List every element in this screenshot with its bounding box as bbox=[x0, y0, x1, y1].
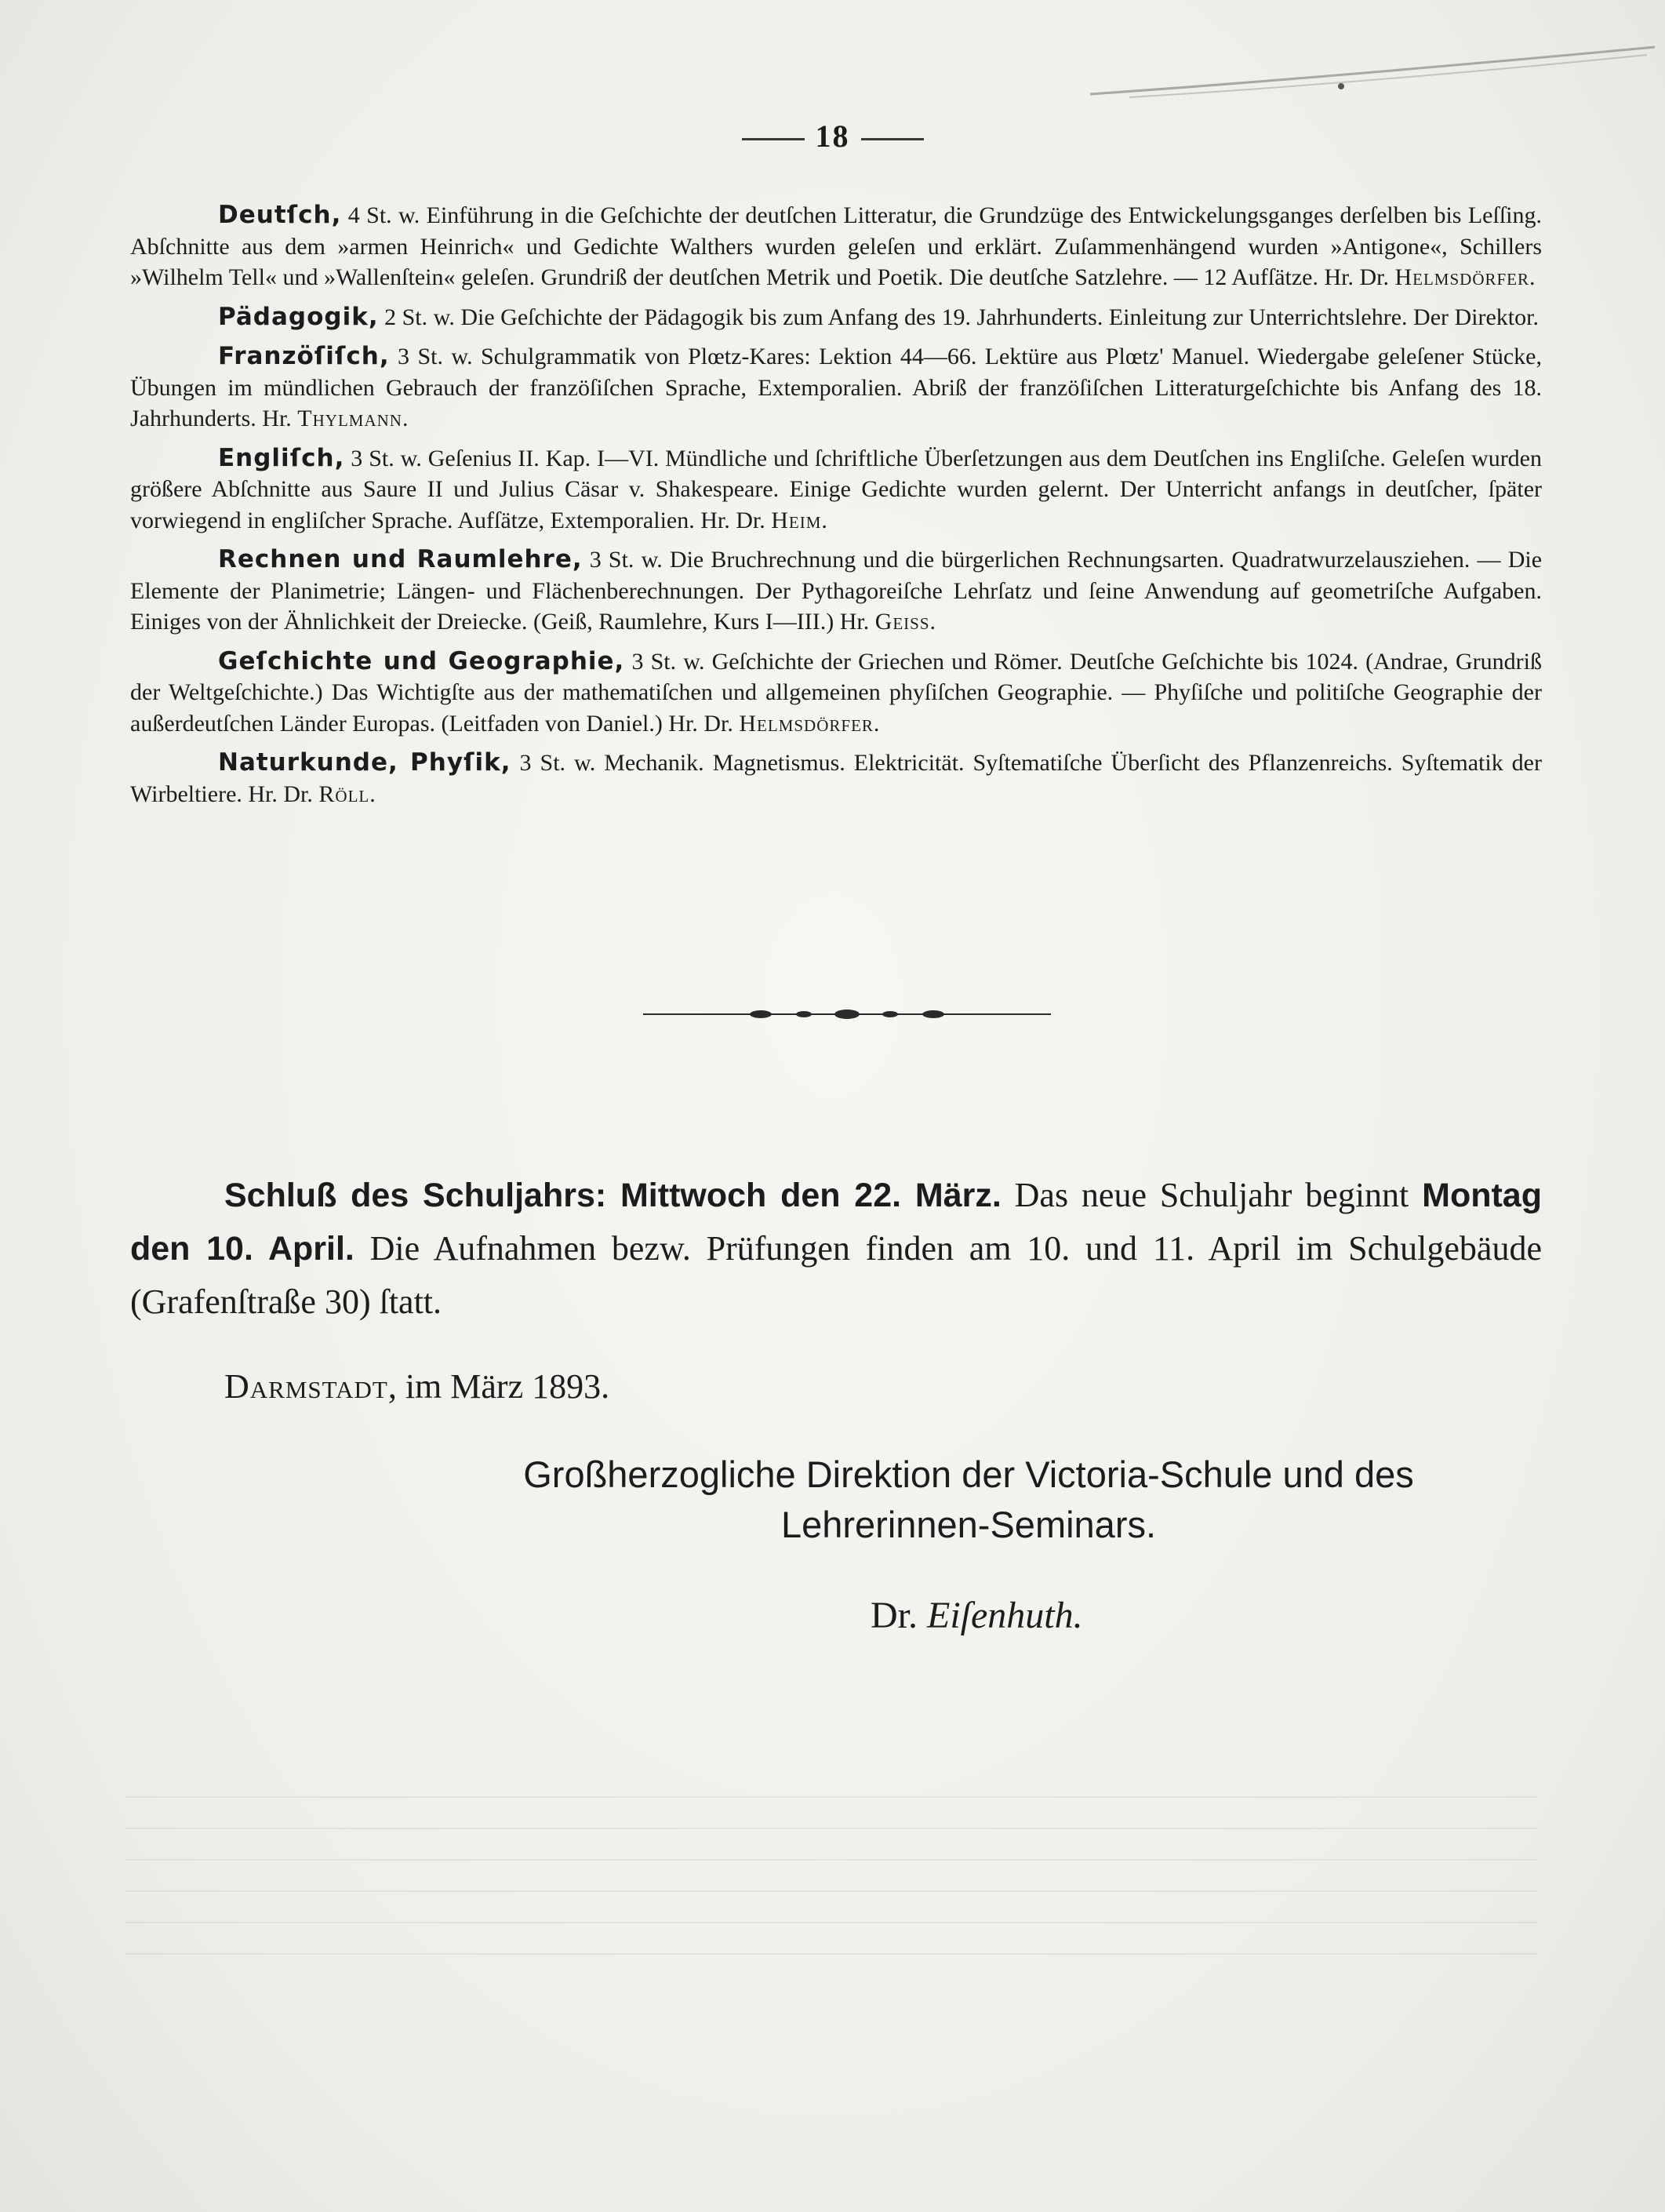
signature-org-line: Großherzogliche Direktion der Victoria-Schule und des bbox=[523, 1453, 1414, 1495]
subject-paragraph-rechnen bbox=[130, 544, 1542, 638]
place-date-line bbox=[224, 1366, 609, 1406]
subject-paragraph-franzoesisch bbox=[130, 341, 1542, 435]
sentence-end: . bbox=[402, 406, 409, 431]
subject-title: Naturkunde, Phyſik, bbox=[218, 748, 511, 777]
signature-title: Dr. bbox=[871, 1595, 918, 1636]
teacher-name: Helmsdörfer bbox=[739, 710, 874, 737]
page-number bbox=[0, 118, 1665, 155]
subject-title: Pädagogik, bbox=[218, 302, 379, 331]
subject-title: Rechnen und Raumlehre, bbox=[218, 545, 583, 573]
bleed-line bbox=[125, 1922, 1537, 1923]
date: , im März 1893. bbox=[387, 1367, 610, 1406]
subject-text: 3 St. w. Schulgrammatik von Plœtz-Kares: Lektion 44—66. Lektüre aus Plœtz' Manuel. Wiedergabe geleſener Stücke, Übungen im mündlichen Gebrauch der franzöſiſchen Sprache, Extemporalien. Abriß der franzöſiſchen Litteraturgeſchichte bis Anfang des 18. Jahrhunderts. Hr. bbox=[130, 344, 1542, 431]
subject-paragraph-deutsch bbox=[130, 200, 1542, 293]
subject-title: Geſchichte und Geographie, bbox=[218, 646, 625, 675]
notice-text: Die Aufnahmen bezw. Prüfungen finden am 10. und 11. April im Schulgebäude (Grafenſtraße 30) ſtatt. bbox=[130, 1229, 1542, 1321]
sentence-end: . bbox=[821, 507, 827, 533]
subject-text: 2 St. w. Die Geſchichte der Pädagogik bis zum Anfang des 19. Jahrhunderts. Einleitung zur Unterrichtslehre. Der Direktor. bbox=[378, 304, 1539, 330]
teacher-name: Thylmann bbox=[297, 406, 402, 431]
school-year-notice bbox=[130, 1169, 1542, 1328]
teacher-name: Geiss bbox=[874, 609, 930, 635]
sentence-end: . bbox=[1529, 264, 1536, 290]
subject-text: 3 St. w. Geſchichte der Griechen und Römer. Deutſche Geſchichte bis 1024. (Andrae, Grundriß der Weltgeſchichte.) Das Wichtigſte aus der mathematiſchen und allgemeinen phyſiſchen Geographie. — Phyſiſche und politiſche Geographie der außerdeutſchen Länder Europas. (Leitfaden von Daniel.) Hr. Dr. bbox=[130, 648, 1542, 737]
subject-paragraph-geschichte bbox=[130, 646, 1542, 740]
subject-title: Franzöſiſch, bbox=[218, 342, 390, 370]
page-number-text: 18 bbox=[815, 118, 850, 154]
bleed-line bbox=[125, 1859, 1537, 1861]
place: Darmstadt bbox=[224, 1367, 388, 1406]
sentence-end: . bbox=[873, 710, 880, 737]
signature-surname: Eiſenhuth. bbox=[927, 1595, 1083, 1636]
ornamental-divider bbox=[643, 1009, 1051, 1020]
school-year-end: Schluß des Schuljahrs: Mittwoch den 22. März. bbox=[224, 1177, 1002, 1214]
pencil-stroke-mark bbox=[1082, 31, 1663, 102]
subject-title: Deutſch, bbox=[218, 201, 342, 229]
teacher-name: Röll bbox=[318, 780, 370, 807]
curriculum-text bbox=[130, 200, 1542, 818]
subject-paragraph-naturkunde bbox=[130, 748, 1542, 809]
bleed-line bbox=[125, 1828, 1537, 1829]
subject-paragraph-englisch bbox=[130, 443, 1542, 537]
teacher-name: Heim bbox=[771, 507, 822, 533]
subject-text: 4 St. w. Einführung in die Geſchichte der deutſchen Litteratur, die Grundzüge des Entwickelungsganges derſelben bis Leſſing. Abſchnitte aus dem »armen Heinrich« und Gedichte Walthers wurden geleſen und erklärt. Zuſammenhängend wurden »Antigone«, Schillers »Wilhelm Tell« und »Wallenſtein« geleſen. Grundriß der deutſchen Metrik und Poetik. Die deutſche Satzlehre. — 12 Aufſätze. Hr. Dr. bbox=[130, 202, 1542, 290]
dash-left bbox=[742, 138, 805, 140]
subject-paragraph-paedagogik bbox=[130, 302, 1542, 333]
bleed-line bbox=[125, 1796, 1537, 1798]
subject-text: 3 St. w. Die Bruchrechnung und die bürgerlichen Rechnungsarten. Quadratwurzelausziehen. — Die Elemente der Planimetrie; Längen- und Flächenberechnungen. Der Pythagoreiſche Lehrſatz und ſeine Anwendung auf geometriſche Aufgaben. Einiges von der Ähnlichkeit der Dreiecke. (Geiß, Raumlehre, Kurs I—III.) Hr. bbox=[130, 547, 1543, 635]
dash-right bbox=[861, 138, 924, 140]
signature-name bbox=[871, 1594, 1083, 1637]
notice-paragraph bbox=[130, 1169, 1542, 1328]
notice-text: Das neue Schuljahr beginnt bbox=[1001, 1176, 1423, 1214]
sentence-end: . bbox=[369, 780, 376, 807]
bleed-line bbox=[125, 1953, 1537, 1955]
subject-title: Engliſch, bbox=[218, 443, 345, 472]
subject-text: 3 St. w. Mechanik. Magnetismus. Elektricität. Syſtematiſche Überſicht des Pflanzenreichs. Syſtematik der Wirbeltiere. Hr. Dr. bbox=[130, 750, 1542, 807]
bleed-line bbox=[125, 1890, 1537, 1892]
teacher-name: Helmsdörfer bbox=[1394, 264, 1530, 290]
sentence-end: . bbox=[929, 609, 936, 635]
signature-organization bbox=[392, 1450, 1545, 1550]
subject-text: 3 St. w. Geſenius II. Kap. I—VI. Mündliche und ſchriftliche Überſetzungen aus dem Deutſchen ins Engliſche. Geleſen wurden größere Abſchnitte aus Saure II und Julius Cäsar v. Shakespeare. Einige Gedichte wurden gelernt. Der Unterricht anfangs in deutſcher, ſpäter vorwiegend in engliſcher Sprache. Aufſätze, Extemporalien. Hr. Dr. bbox=[130, 445, 1542, 533]
signature-org-line: Lehrerinnen-Seminars. bbox=[780, 1504, 1157, 1545]
school-year-start: Montag den 10. April. bbox=[130, 1177, 1542, 1268]
